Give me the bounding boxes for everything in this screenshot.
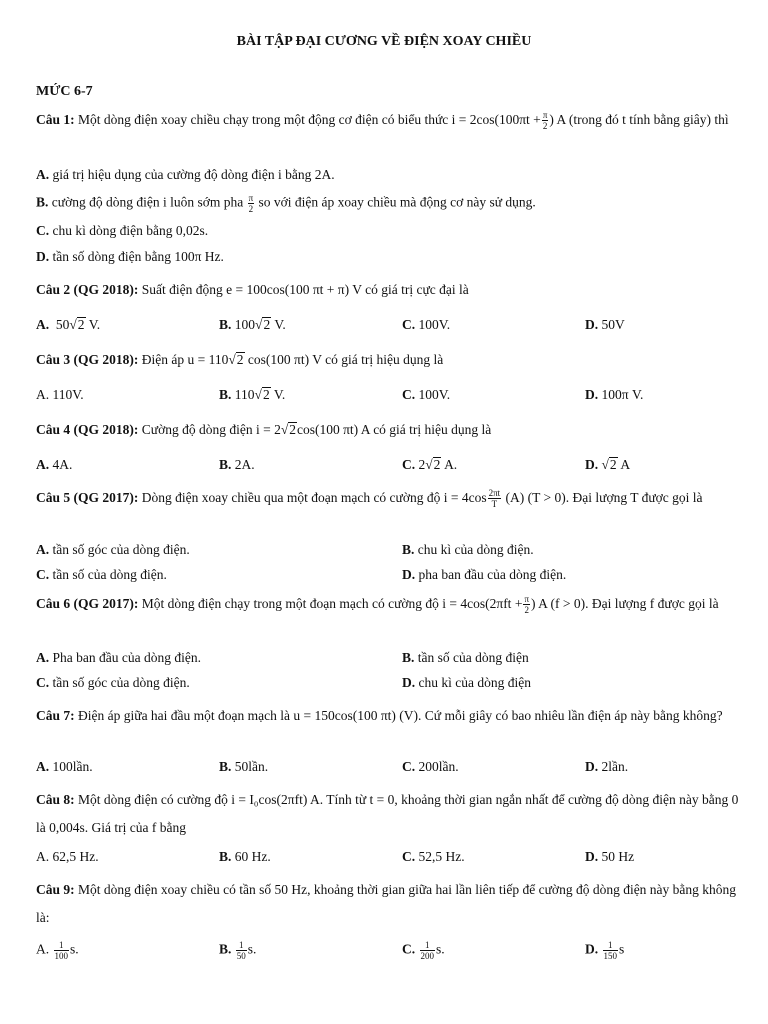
- question-text: Một dòng điện xoay chiều có tần số 50 Hz, khoảng thời gian giữa hai lần liên tiếp để cường độ dòng điện này bằng không là:: [36, 882, 737, 925]
- option-c: C. 52,5 Hz.: [402, 849, 465, 864]
- question-2: [36, 276, 748, 304]
- level-heading: MỨC 6-7: [36, 84, 93, 99]
- page-title: BÀI TẬP ĐẠI CƯƠNG VỀ ĐIỆN XOAY CHIỀU: [236, 34, 532, 49]
- option-a: A. Pha ban đầu của dòng điện.: [36, 650, 201, 665]
- option-c: C. tần số của dòng điện.: [36, 567, 167, 582]
- option-c: C. chu kì dòng điện bằng 0,02s.: [36, 223, 209, 238]
- question-1: [36, 106, 748, 134]
- question-label: Câu 2 (QG 2018):: [36, 282, 139, 297]
- fraction: $\frac{\pi}{2}$: [248, 193, 254, 214]
- question-text: Một dòng điện xoay chiều chạy trong một động cơ điện có biểu thức i = 2cos(100πt +: [78, 112, 541, 127]
- option-b: B. tần số của dòng điện: [402, 650, 529, 665]
- fraction: $\frac{2\pi t}{T}$: [488, 488, 501, 510]
- question-label: Câu 8:: [36, 792, 75, 807]
- question-label: Câu 9:: [36, 882, 75, 897]
- question-8: [36, 786, 748, 842]
- option-a: A. 110V.: [36, 387, 84, 402]
- option-b: B. 100√2 V.: [219, 317, 286, 332]
- option-d: D. 2lần.: [585, 759, 629, 774]
- fraction: $\frac{1}{200}$: [420, 940, 434, 961]
- option-b: B. 2A.: [219, 457, 255, 472]
- question-4: Câu 4 (QG 2018): Cường độ dòng điện i = 2√2cos(100 πt) A có giá trị hiệu dụng là: [36, 422, 492, 437]
- question-label: Câu 1:: [36, 112, 75, 127]
- option-b: B. $\frac{1}{50}$ s.: [219, 940, 257, 961]
- option-a: A. $\frac{1}{100}$ s.: [36, 940, 79, 961]
- option-d: D. pha ban đầu của dòng điện.: [402, 567, 567, 582]
- option-b: B. 60 Hz.: [219, 849, 271, 864]
- fraction: $\frac{\pi}{2}$: [524, 594, 529, 616]
- question-5: Câu 5 (QG 2017): Dòng điện xoay chiều qua một đoạn mạch có cường độ i = 4cos $\frac{2\pi t}{T}$ (A) (T > 0). Đại lượng T được gọi là: [36, 488, 703, 510]
- option-c: C. 100V.: [402, 387, 451, 402]
- fraction: $\frac{1}{100}$: [54, 940, 68, 961]
- option-b: B. 110√2 V.: [219, 387, 286, 402]
- option-a: A. 62,5 Hz.: [36, 849, 99, 864]
- fraction: $\frac{1}{150}$: [603, 940, 617, 961]
- question-text: Điện áp giữa hai đầu một đoạn mạch là u = 150cos(100 πt) (V). Cứ mỗi giây có bao nhiêu lần điện áp này bằng không?: [78, 708, 723, 723]
- option-a: A. tần số góc của dòng điện.: [36, 542, 190, 557]
- option-c: C. 200lần.: [402, 759, 459, 774]
- option-d: D. 50V: [585, 317, 625, 332]
- option-b: B. 50lần.: [219, 759, 269, 774]
- question-label: Câu 7:: [36, 708, 75, 723]
- question-text: Một dòng điện có cường độ i = I₀cos(2πft) A. Tính từ t = 0, khoảng thời gian ngắn nhất để cường độ dòng điện này bằng 0 là 0,004s. Giá trị của f bằng: [36, 792, 739, 835]
- question-label: Câu 4 (QG 2018):: [36, 422, 139, 437]
- question-label: Câu 6 (QG 2017):: [36, 596, 139, 611]
- option-b: B. cường độ dòng điện i luôn sớm pha $\frac{\pi}{2}$ so với điện áp xoay chiều mà động cơ này sử dụng.: [36, 193, 536, 214]
- option-d: D. chu kì của dòng điện: [402, 675, 531, 690]
- option-c: C. $\frac{1}{200}$ s.: [402, 940, 445, 961]
- option-d: D. tần số dòng điện bằng 100π Hz.: [36, 249, 224, 264]
- question-text: ) A (trong đó t tính bằng giây) thì: [549, 112, 729, 127]
- question-label: Câu 3 (QG 2018):: [36, 352, 139, 367]
- question-6: Câu 6 (QG 2017): Một dòng điện chạy trong một đoạn mạch có cường độ i = 4cos(2πft + $\frac{\pi}{2}$ ) A (f > 0). Đại lượng f được gọi là: [36, 594, 719, 616]
- option-a: A. 50√2 V.: [36, 317, 101, 332]
- question-7: [36, 702, 748, 730]
- option-a: A. 4A.: [36, 457, 73, 472]
- option-a: A. giá trị hiệu dụng của cường độ dòng điện i bằng 2A.: [36, 167, 335, 182]
- option-d: D. √2 A: [585, 457, 631, 472]
- question-label: Câu 5 (QG 2017):: [36, 490, 139, 505]
- option-b: B. chu kì của dòng điện.: [402, 542, 534, 557]
- option-c: C. tần số góc của dòng điện.: [36, 675, 190, 690]
- question-3: Câu 3 (QG 2018): Điện áp u = 110√2 cos(100 πt) V có giá trị hiệu dụng là: [36, 352, 444, 367]
- option-c: C. 2√2 A.: [402, 457, 458, 472]
- option-d: D. $\frac{1}{150}$ s: [585, 940, 625, 961]
- option-d: D. 50 Hz: [585, 849, 635, 864]
- question-text: Suất điện động e = 100cos(100 πt + π) V có giá trị cực đại là: [141, 282, 469, 297]
- question-9: [36, 876, 748, 932]
- fraction: $\frac{\pi}{2}$: [542, 110, 548, 132]
- option-c: C. 100V.: [402, 317, 451, 332]
- option-a: A. 100lần.: [36, 759, 93, 774]
- option-d: D. 100π V.: [585, 387, 644, 402]
- fraction: $\frac{1}{50}$: [236, 940, 246, 961]
